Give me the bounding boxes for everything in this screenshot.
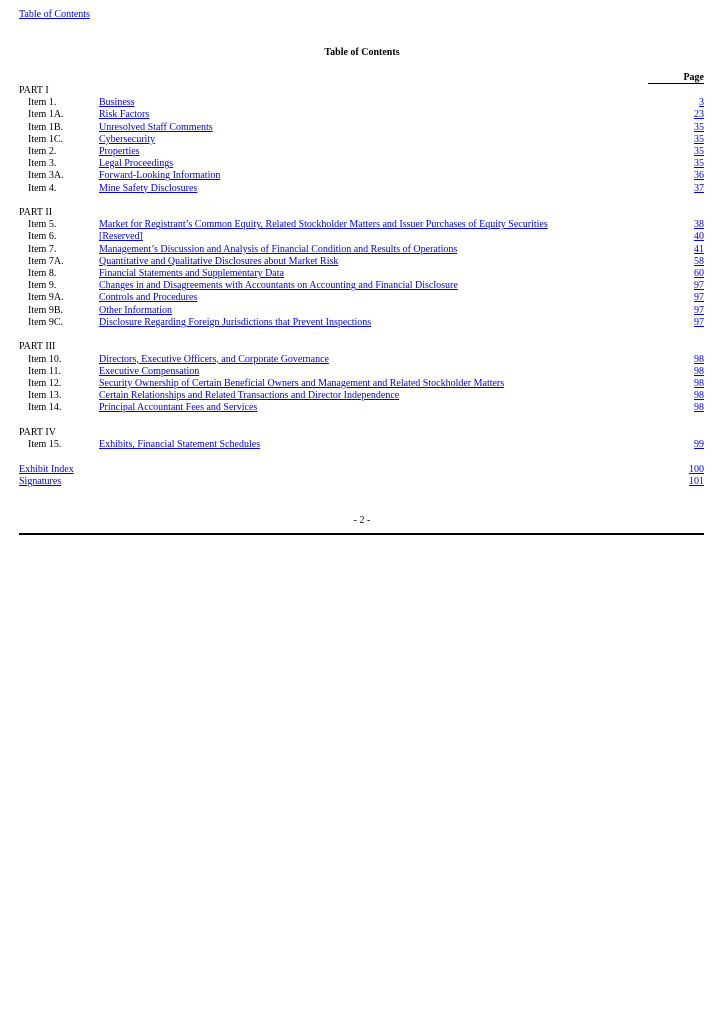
item-title-link[interactable]: Unresolved Staff Comments bbox=[99, 121, 213, 133]
toc-row bbox=[19, 219, 704, 231]
item-number: Item 6. bbox=[28, 231, 57, 243]
item-page-link[interactable]: 40 bbox=[694, 231, 704, 243]
item-page-link[interactable]: 37 bbox=[694, 182, 704, 194]
item-page-link[interactable]: 98 bbox=[694, 390, 704, 402]
extra-title-link[interactable]: Exhibit Index bbox=[19, 463, 74, 475]
item-title-link[interactable]: Security Ownership of Certain Beneficial Owners and Management and Related Stockholder Matters bbox=[99, 377, 505, 389]
section-gap bbox=[19, 195, 704, 207]
item-number: Item 9C. bbox=[28, 316, 63, 328]
item-page-link[interactable]: 36 bbox=[694, 170, 704, 182]
item-number: Item 15. bbox=[28, 439, 62, 451]
item-number: Item 3A. bbox=[28, 170, 64, 182]
item-number: Item 9A. bbox=[28, 292, 64, 304]
toc-row bbox=[19, 183, 704, 195]
part-label: PART IV bbox=[19, 426, 56, 438]
toc-extra-row bbox=[19, 464, 704, 477]
item-title-link[interactable]: Management’s Discussion and Analysis of Financial Condition and Results of Operations bbox=[99, 243, 458, 255]
toc-row bbox=[19, 109, 704, 121]
item-page-link[interactable]: 23 bbox=[694, 109, 704, 121]
toc-row bbox=[19, 231, 704, 243]
item-number: Item 12. bbox=[28, 377, 62, 389]
extra-page-link[interactable]: 100 bbox=[689, 463, 704, 475]
item-page-link[interactable]: 98 bbox=[694, 377, 704, 389]
item-title-link[interactable]: Principal Accountant Fees and Services bbox=[99, 402, 258, 414]
toc-row bbox=[19, 317, 704, 329]
item-page-link[interactable]: 58 bbox=[694, 255, 704, 267]
part-label: PART II bbox=[19, 207, 53, 219]
item-page-link[interactable]: 35 bbox=[694, 158, 704, 170]
toc-row bbox=[19, 390, 704, 402]
item-number: Item 8. bbox=[28, 268, 57, 280]
toc-row bbox=[19, 146, 704, 158]
item-title-link[interactable]: Properties bbox=[99, 145, 140, 157]
item-number: Item 9. bbox=[28, 280, 57, 292]
toc-row bbox=[19, 244, 704, 256]
item-title-link[interactable]: Disclosure Regarding Foreign Jurisdictions that Prevent Inspections bbox=[99, 316, 372, 328]
toc-row bbox=[19, 292, 704, 304]
item-number: Item 1C. bbox=[28, 133, 63, 145]
item-title-link[interactable]: Business bbox=[99, 97, 135, 109]
item-number: Item 10. bbox=[28, 353, 62, 365]
toc-row bbox=[19, 134, 704, 146]
toc-row bbox=[19, 256, 704, 268]
item-number: Item 1. bbox=[28, 97, 57, 109]
part-label: PART I bbox=[19, 85, 49, 96]
item-number: Item 9B. bbox=[28, 304, 63, 316]
item-number: Item 7A. bbox=[28, 255, 64, 267]
toc-row bbox=[19, 158, 704, 170]
toc-row bbox=[19, 439, 704, 451]
item-title-link[interactable]: Changes in and Disagreements with Accountants on Accounting and Financial Disclosure bbox=[99, 280, 458, 292]
item-title-link[interactable]: Market for Registrant’s Common Equity, Related Stockholder Matters and Issuer Purchases of Equity Securities bbox=[99, 219, 548, 231]
toc-row bbox=[19, 305, 704, 317]
item-number: Item 4. bbox=[28, 182, 57, 194]
item-title-link[interactable]: Executive Compensation bbox=[99, 365, 200, 377]
item-page-link[interactable]: 35 bbox=[694, 121, 704, 133]
item-page-link[interactable]: 35 bbox=[694, 145, 704, 157]
item-title-link[interactable]: Mine Safety Disclosures bbox=[99, 182, 198, 194]
section-gap bbox=[19, 329, 704, 341]
item-number: Item 3. bbox=[28, 158, 57, 170]
item-title-link[interactable]: Controls and Procedures bbox=[99, 292, 198, 304]
toc-row bbox=[19, 378, 704, 390]
item-number: Item 1A. bbox=[28, 109, 64, 121]
item-page-link[interactable]: 60 bbox=[694, 268, 704, 280]
footer-rule bbox=[19, 533, 704, 535]
item-title-link[interactable]: [Reserved] bbox=[99, 231, 143, 243]
item-page-link[interactable]: 98 bbox=[694, 402, 704, 414]
item-number: Item 14. bbox=[28, 402, 62, 414]
item-page-link[interactable]: 41 bbox=[694, 243, 704, 255]
item-page-link[interactable]: 35 bbox=[694, 133, 704, 145]
item-page-link[interactable]: 97 bbox=[694, 280, 704, 292]
item-page-link[interactable]: 97 bbox=[694, 304, 704, 316]
section-gap bbox=[19, 451, 704, 463]
item-page-link[interactable]: 97 bbox=[694, 292, 704, 304]
item-title-link[interactable]: Financial Statements and Supplementary Data bbox=[99, 268, 284, 280]
toc-list bbox=[19, 85, 704, 489]
item-title-link[interactable]: Other Information bbox=[99, 304, 173, 316]
page-title: Table of Contents bbox=[324, 47, 400, 58]
section-gap bbox=[19, 414, 704, 426]
item-number: Item 11. bbox=[28, 365, 61, 377]
toc-row bbox=[19, 366, 704, 378]
extra-title-link[interactable]: Signatures bbox=[19, 476, 62, 488]
page-column-header: Page bbox=[648, 72, 704, 84]
toc-row bbox=[19, 170, 704, 182]
toc-row bbox=[19, 280, 704, 292]
item-number: Item 7. bbox=[28, 243, 57, 255]
toc-row bbox=[19, 268, 704, 280]
item-page-link[interactable]: 38 bbox=[694, 219, 704, 231]
item-title-link[interactable]: Directors, Executive Officers, and Corporate Governance bbox=[99, 353, 329, 365]
page-number: - 2 - bbox=[353, 515, 371, 526]
part-label: PART III bbox=[19, 341, 56, 353]
top-toc-link[interactable]: Table of Contents bbox=[19, 9, 90, 20]
item-page-link[interactable]: 98 bbox=[694, 353, 704, 365]
toc-row bbox=[19, 97, 704, 109]
item-title-link[interactable]: Cybersecurity bbox=[99, 133, 156, 145]
item-page-link[interactable]: 98 bbox=[694, 365, 704, 377]
toc-row bbox=[19, 122, 704, 134]
item-number: Item 13. bbox=[28, 390, 62, 402]
extra-page-link[interactable]: 101 bbox=[689, 476, 704, 488]
item-title-link[interactable]: Exhibits, Financial Statement Schedules bbox=[99, 439, 261, 451]
item-page-link[interactable]: 97 bbox=[694, 316, 704, 328]
item-title-link[interactable]: Legal Proceedings bbox=[99, 158, 174, 170]
toc-extra-row bbox=[19, 476, 704, 489]
item-page-link[interactable]: 99 bbox=[694, 439, 704, 451]
item-title-link[interactable]: Risk Factors bbox=[99, 109, 150, 121]
item-title-link[interactable]: Quantitative and Qualitative Disclosures about Market Risk bbox=[99, 255, 339, 267]
item-number: Item 5. bbox=[28, 219, 57, 231]
item-number: Item 2. bbox=[28, 145, 57, 157]
item-title-link[interactable]: Certain Relationships and Related Transactions and Director Independence bbox=[99, 390, 400, 402]
item-page-link[interactable]: 3 bbox=[699, 97, 704, 109]
item-number: Item 1B. bbox=[28, 121, 63, 133]
toc-row bbox=[19, 354, 704, 366]
item-title-link[interactable]: Forward-Looking Information bbox=[99, 170, 221, 182]
toc-row bbox=[19, 402, 704, 414]
